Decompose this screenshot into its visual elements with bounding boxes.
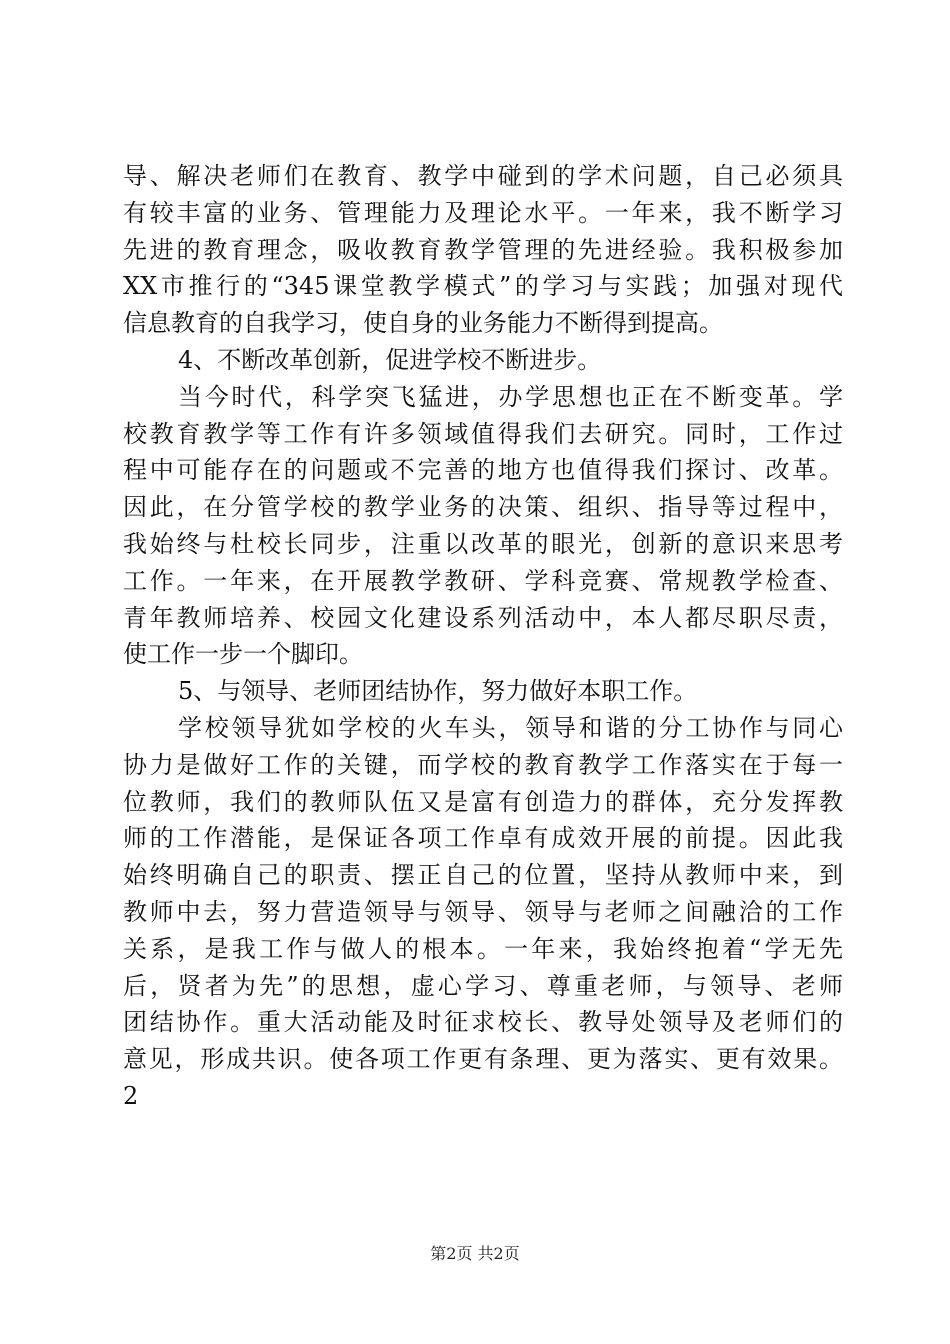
text-line-11: 我始终与杜校长同步，注重以改革的眼光，创新的意识来思考 <box>123 529 843 558</box>
section-heading-5: 5、与领导、老师团结协作，努力做好本职工作。 <box>178 677 698 706</box>
text-line-8: 校教育教学等工作有许多领域值得我们去研究。同时，工作过 <box>123 419 843 448</box>
text-line-5: 信息教育的自我学习，使自身的业务能力不断得到提高。 <box>123 309 723 338</box>
text-line-19: 师的工作潜能，是保证各项工作卓有成效开展的前提。因此我 <box>123 824 843 853</box>
page-footer <box>0 1244 950 1264</box>
text-line-4: XX市推行的“345课堂教学模式”的学习与实践；加强对现代 <box>123 272 843 301</box>
trailing-number: 2 <box>123 1081 139 1110</box>
text-line-25: 意见，形成共识。使各项工作更有条理、更为落实、更有效果。 <box>123 1045 843 1074</box>
section-heading-4: 4、不断改革创新，促进学校不断进步。 <box>178 345 602 374</box>
text-line-13: 青年教师培养、校园文化建设系列活动中，本人都尽职尽责， <box>123 603 843 632</box>
text-line-1: 导、解决老师们在教育、教学中碰到的学术问题，自己必须具 <box>123 162 843 190</box>
text-line-20: 始终明确自己的职责、摆正自己的位置，坚持从教师中来，到 <box>123 861 843 890</box>
text-line-9: 程中可能存在的问题或不完善的地方也值得我们探讨、改革。 <box>123 456 843 485</box>
text-line-2: 有较丰富的业务、管理能力及理论水平。一年来，我不断学习 <box>123 198 843 227</box>
text-line-18: 位教师，我们的教师队伍又是富有创造力的群体，充分发挥教 <box>123 787 843 816</box>
text-line-10: 因此，在分管学校的教学业务的决策、组织、指导等过程中， <box>123 493 843 522</box>
text-line-12: 工作。一年来，在开展教学教研、学科竞赛、常规教学检查、 <box>123 566 843 595</box>
text-line-17: 协力是做好工作的关键，而学校的教育教学工作落实在于每一 <box>123 750 843 779</box>
text-line-22: 关系，是我工作与做人的根本。一年来，我始终抱着“学无先 <box>123 934 843 963</box>
text-line-23: 后，贤者为先”的思想，虚心学习、尊重老师，与领导、老师 <box>123 971 843 1000</box>
text-line-3: 先进的教育理念，吸收教育教学管理的先进经验。我积极参加 <box>123 235 843 264</box>
page-number-label: 第2页 共2页 <box>430 1244 520 1263</box>
document-body <box>123 158 843 1115</box>
text-line-24: 团结协作。重大活动能及时征求校长、教导处领导及老师们的 <box>123 1008 843 1037</box>
text-line-7: 当今时代，科学突飞猛进，办学思想也正在不断变革。学 <box>178 382 843 411</box>
text-line-21: 教师中去，努力营造领导与领导、领导与老师之间融洽的工作 <box>123 897 843 926</box>
text-line-16: 学校领导犹如学校的火车头，领导和谐的分工协作与同心 <box>178 713 843 742</box>
text-line-14: 使工作一步一个脚印。 <box>123 640 363 669</box>
